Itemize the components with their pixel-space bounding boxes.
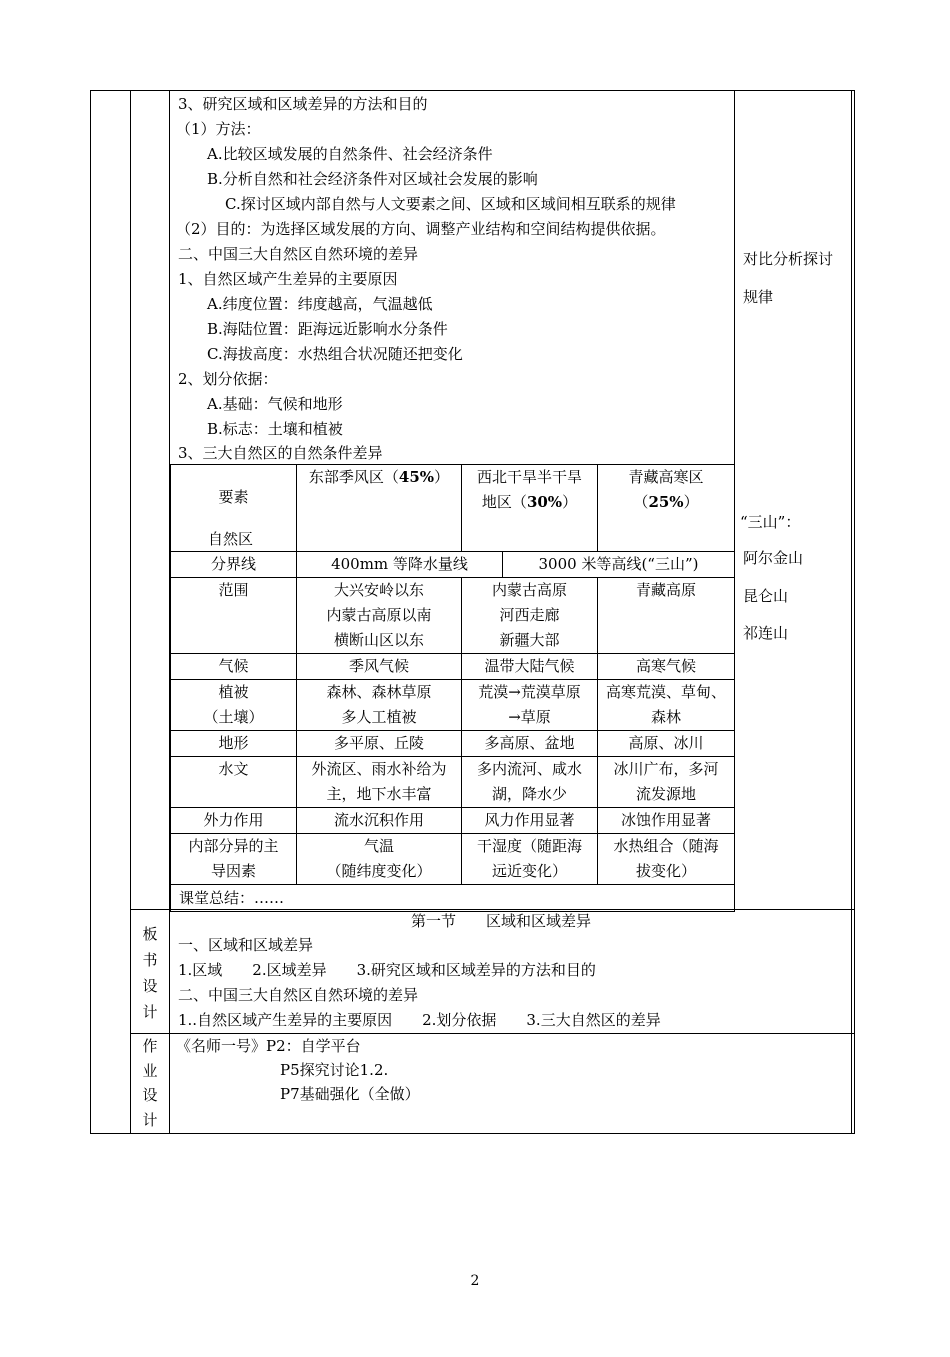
side-note-three-mountains: “三山”：	[740, 513, 801, 531]
board-line-2: 1.区域 2.区域差异 3.研究区域和区域差异的方法和目的	[178, 961, 596, 979]
northwest-arid-cell	[462, 834, 598, 885]
cell-line: 高寒荒漠、草甸、	[606, 683, 727, 701]
row-label-cell	[171, 834, 297, 885]
cause-sea-land: B.海陆位置：距海远近影响水分条件	[207, 320, 448, 338]
cell-line: 水文	[218, 760, 249, 778]
cell-line: 高寒气候	[636, 657, 697, 675]
qinghai-tibet-cell	[598, 757, 735, 808]
method-a: A.比较区域发展的自然条件、社会经济条件	[207, 145, 493, 163]
header-qinghai-tibet: 青藏高寒区 （25%）	[598, 465, 735, 552]
summary-row	[171, 885, 735, 912]
cell-line: 湖，降水少	[492, 785, 568, 803]
east-percent: 45%	[398, 468, 435, 486]
east-monsoon-cell	[297, 654, 462, 680]
header-east-monsoon: 东部季风区（45%）	[297, 465, 462, 552]
cell-line: （随纬度变化）	[326, 862, 432, 880]
cell-line: 青藏高原	[636, 581, 697, 599]
cell-line: 风力作用显著	[484, 811, 575, 829]
header-element-label: 要素	[218, 488, 249, 506]
cell-line: 河西走廊	[499, 606, 560, 624]
homework-line-1: 《名师一号》P2：自学平台	[176, 1037, 361, 1055]
boundary-east-northwest: 400mm 等降水量线	[297, 552, 503, 578]
table-row	[171, 731, 735, 757]
northwest-arid-cell	[462, 757, 598, 808]
side-note-rule: 规律	[743, 288, 774, 306]
east-monsoon-cell	[297, 834, 462, 885]
row-label-cell	[171, 680, 297, 731]
qinghai-tibet-cell	[598, 654, 735, 680]
side-note-altun: 阿尔金山	[743, 549, 804, 567]
boundary-label: 分界线	[171, 552, 297, 578]
cell-line: 气温	[363, 837, 394, 855]
frame-top	[90, 90, 855, 91]
board-label-char: 设	[142, 977, 158, 995]
table-header-row	[171, 465, 735, 552]
cause-altitude: C.海拔高度：水热组合状况随还把变化	[207, 345, 463, 363]
board-line-4: 1..自然区域产生差异的主要原因 2.划分依据 3.三大自然区的差异	[178, 1011, 661, 1029]
cell-line: 干湿度（随距海	[477, 837, 583, 855]
cell-line: 植被	[218, 683, 249, 701]
qinghai-tibet-cell	[598, 808, 735, 834]
methods-label: （1）方法：	[176, 120, 261, 138]
cell-line: 流水沉积作用	[333, 811, 424, 829]
northwest-arid-cell	[462, 654, 598, 680]
frame-right-outer	[854, 90, 855, 1134]
cell-line: 横断山区以东	[333, 631, 424, 649]
homework-label-char: 设	[142, 1086, 158, 1104]
cell-line: 气候	[218, 657, 249, 675]
table-row	[171, 578, 735, 654]
qinghai-tibet-cell	[598, 680, 735, 731]
cell-line: 温带大陆气候	[484, 657, 575, 675]
table-row	[171, 834, 735, 885]
board-line-3: 二、中国三大自然区自然环境的差异	[178, 986, 419, 1004]
row-label-cell	[171, 757, 297, 808]
cell-line: 森林	[651, 708, 682, 726]
east-monsoon-cell	[297, 578, 462, 654]
cell-line: 大兴安岭以东	[333, 581, 424, 599]
row-label-cell	[171, 578, 297, 654]
qinghai-tibet-percent: 25%	[648, 493, 684, 511]
table-row	[171, 680, 735, 731]
row-label-cell	[171, 654, 297, 680]
homework-label-char: 计	[142, 1110, 158, 1129]
qinghai-tibet-cell	[598, 834, 735, 885]
cell-line: 流发源地	[636, 785, 697, 803]
table-row	[171, 757, 735, 808]
method-b: B.分析自然和社会经济条件对区域社会发展的影响	[207, 170, 538, 188]
frame-left-outer	[90, 90, 91, 1134]
cell-line: 范围	[218, 581, 249, 599]
method-c: C.探讨区域内部自然与人文要素之间、区域和区域间相互联系的规律	[225, 195, 676, 213]
cell-line: 多内流河、咸水	[477, 760, 583, 778]
table-row	[171, 654, 735, 680]
homework-line-3: P7基础强化（全做）	[280, 1085, 420, 1103]
table-row	[171, 808, 735, 834]
boundary-row	[171, 552, 735, 578]
cell-line: 主，地下水丰富	[326, 785, 432, 803]
frame-right-inner	[851, 90, 852, 1134]
cell-line: 内部分异的主	[188, 837, 279, 855]
board-label-char: 板	[142, 925, 158, 943]
side-note-kunlun: 昆仑山	[743, 587, 789, 605]
cell-line: 内蒙古高原	[492, 581, 568, 599]
cell-line: （土壤）	[203, 708, 264, 726]
cell-line: 内蒙古高原以南	[326, 606, 432, 624]
board-title: 第一节 区域和区域差异	[411, 912, 592, 930]
cell-line: 拔变化）	[636, 862, 697, 880]
heading-section-two: 二、中国三大自然区自然环境的差异	[178, 245, 419, 263]
homework-label-char: 业	[142, 1061, 158, 1080]
northwest-arid-cell	[462, 731, 598, 757]
qinghai-tibet-cell	[598, 578, 735, 654]
cell-line: 多人工植被	[341, 708, 417, 726]
east-monsoon-cell	[297, 731, 462, 757]
frame-bottom	[90, 1133, 855, 1134]
cell-line: 水热组合（随海	[613, 837, 719, 855]
northwest-percent: 30%	[526, 493, 563, 511]
homework-design-label	[131, 1034, 169, 1132]
class-summary: 课堂总结：……	[171, 885, 735, 912]
cell-line: →草原	[508, 708, 551, 726]
side-note-compare: 对比分析探讨	[743, 250, 834, 268]
heading-division-basis: 2、划分依据：	[178, 370, 278, 388]
purpose-line: （2）目的：为选择区域发展的方向、调整产业结构和空间结构提供依据。	[176, 220, 666, 238]
cell-line: 季风气候	[348, 657, 409, 675]
cell-line: 远近变化）	[492, 862, 568, 880]
basis-indicator: B.标志：土壤和植被	[207, 420, 343, 438]
northwest-arid-cell	[462, 808, 598, 834]
board-line-1: 一、区域和区域差异	[178, 936, 314, 954]
cause-latitude: A.纬度位置：纬度越高，气温越低	[207, 295, 433, 313]
cell-line: 新疆大部	[499, 631, 560, 649]
row-label-cell	[171, 808, 297, 834]
heading-natural-conditions: 3、三大自然区的自然条件差异	[178, 444, 383, 462]
cell-line: 外流区、雨水补给为	[311, 760, 447, 778]
cell-line: 地形	[218, 734, 249, 752]
homework-line-2: P5探究讨论1.2.	[280, 1061, 389, 1079]
heading-research-methods: 3、研究区域和区域差异的方法和目的	[178, 95, 428, 113]
row-label-cell	[171, 731, 297, 757]
east-monsoon-cell	[297, 757, 462, 808]
board-label-char: 书	[142, 951, 158, 969]
heading-difference-causes: 1、自然区域产生差异的主要原因	[178, 270, 398, 288]
cell-line: 冰川广布，多河	[613, 760, 719, 778]
cell-line: 冰蚀作用显著	[621, 811, 712, 829]
cell-line: 导因素	[210, 862, 256, 880]
cell-line: 外力作用	[203, 811, 264, 829]
header-northwest-arid: 西北干旱半干旱 地区（30%）	[462, 465, 598, 552]
cell-line: 高原、冰川	[628, 734, 704, 752]
basis-foundation: A.基础：气候和地形	[207, 395, 343, 413]
region-rows	[171, 578, 735, 885]
boundary-northwest-tibet: 3000 米等高线(“三山”)	[503, 552, 735, 578]
header-region-label: 自然区	[208, 530, 254, 548]
cell-line: 荒漠→荒漠草原	[478, 683, 581, 701]
qinghai-tibet-cell	[598, 731, 735, 757]
homework-label-char: 作	[142, 1037, 158, 1055]
header-corner-cell	[171, 465, 297, 552]
cell-line: 多平原、丘陵	[333, 734, 424, 752]
northwest-arid-cell	[462, 680, 598, 731]
east-monsoon-cell	[297, 680, 462, 731]
board-design-label	[131, 921, 169, 1025]
page-number: 2	[470, 1273, 480, 1289]
northwest-arid-cell	[462, 578, 598, 654]
side-note-qilian: 祁连山	[743, 624, 789, 642]
cell-line: 森林、森林草原	[326, 683, 432, 701]
board-label-char: 计	[142, 1003, 158, 1021]
cell-line: 多高原、盆地	[484, 734, 575, 752]
natural-regions-table	[170, 464, 735, 912]
east-monsoon-cell	[297, 808, 462, 834]
